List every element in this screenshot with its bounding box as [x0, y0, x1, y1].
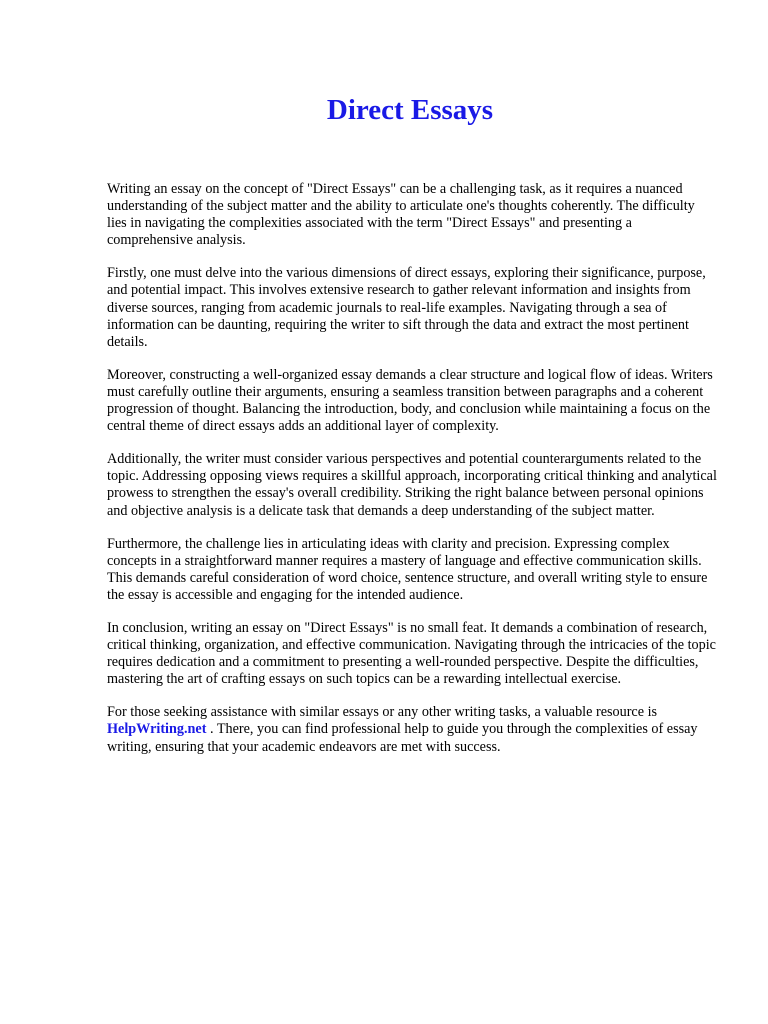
essay-body [107, 181, 717, 772]
paragraph-5: Furthermore, the challenge lies in articulating ideas with clarity and precision. Expressing complex concepts in a straightforward manner requires a mastery of language and effective communication skills. This demands careful consideration of word choice, sentence structure, and overall writing style to ensure the essay is accessible and engaging for the intended audience. [107, 535, 708, 603]
paragraph-6: In conclusion, writing an essay on "Direct Essays" is no small feat. It demands a combination of research, critical thinking, organization, and effective communication. Navigating through the intricacies of the topic requires dedication and a commitment to presenting a well-rounded perspective. Despite the difficulties, mastering the art of crafting essays on such topics can be a rewarding intellectual exercise. [107, 619, 716, 688]
page-title: Direct Essays [326, 94, 494, 126]
paragraph-3: Moreover, constructing a well-organized essay demands a clear structure and logical flow of ideas. Writers must carefully outline their arguments, ensuring a seamless transition between paragraphs and a coherent progression of thought. Balancing the introduction, body, and conclusion while maintaining a focus on the central theme of direct essays adds an additional layer of complexity. [107, 366, 713, 435]
paragraph-1: Writing an essay on the concept of "Direct Essays" can be a challenging task, as it requires a nuanced understanding of the subject matter and the ability to articulate one's thoughts coherently. The difficulty lies in navigating the complexities associated with the term "Direct Essays" and presenting a comprehensive analysis. [107, 181, 695, 249]
final-paragraph-intro: For those seeking assistance with similar essays or any other writing tasks, a valuable resource is [107, 704, 658, 721]
final-paragraph-outro: . There, you can find professional help to guide you through the complexities of essay writing, ensuring that your academic endeavors are met with success. [107, 721, 698, 755]
paragraph-final [107, 704, 717, 755]
paragraph-2: Firstly, one must delve into the various dimensions of direct essays, exploring their significance, purpose, and potential impact. This involves extensive research to gather relevant information and insights from diverse sources, ranging from academic journals to real-life examples. Navigating through a sea of information can be daunting, requiring the writer to sift through the data and extract the most pertinent details. [107, 265, 706, 350]
helpwriting-link[interactable]: HelpWriting.net [107, 721, 207, 738]
paragraph-4: Additionally, the writer must consider various perspectives and potential counterarguments related to the topic. Addressing opposing views requires a skillful approach, incorporating critical thinking and analytical prowess to strengthen the essay's overall credibility. Striking the right balance between personal opinions and objective analysis is a delicate task that demands a deep understanding of the subject matter. [107, 451, 717, 519]
